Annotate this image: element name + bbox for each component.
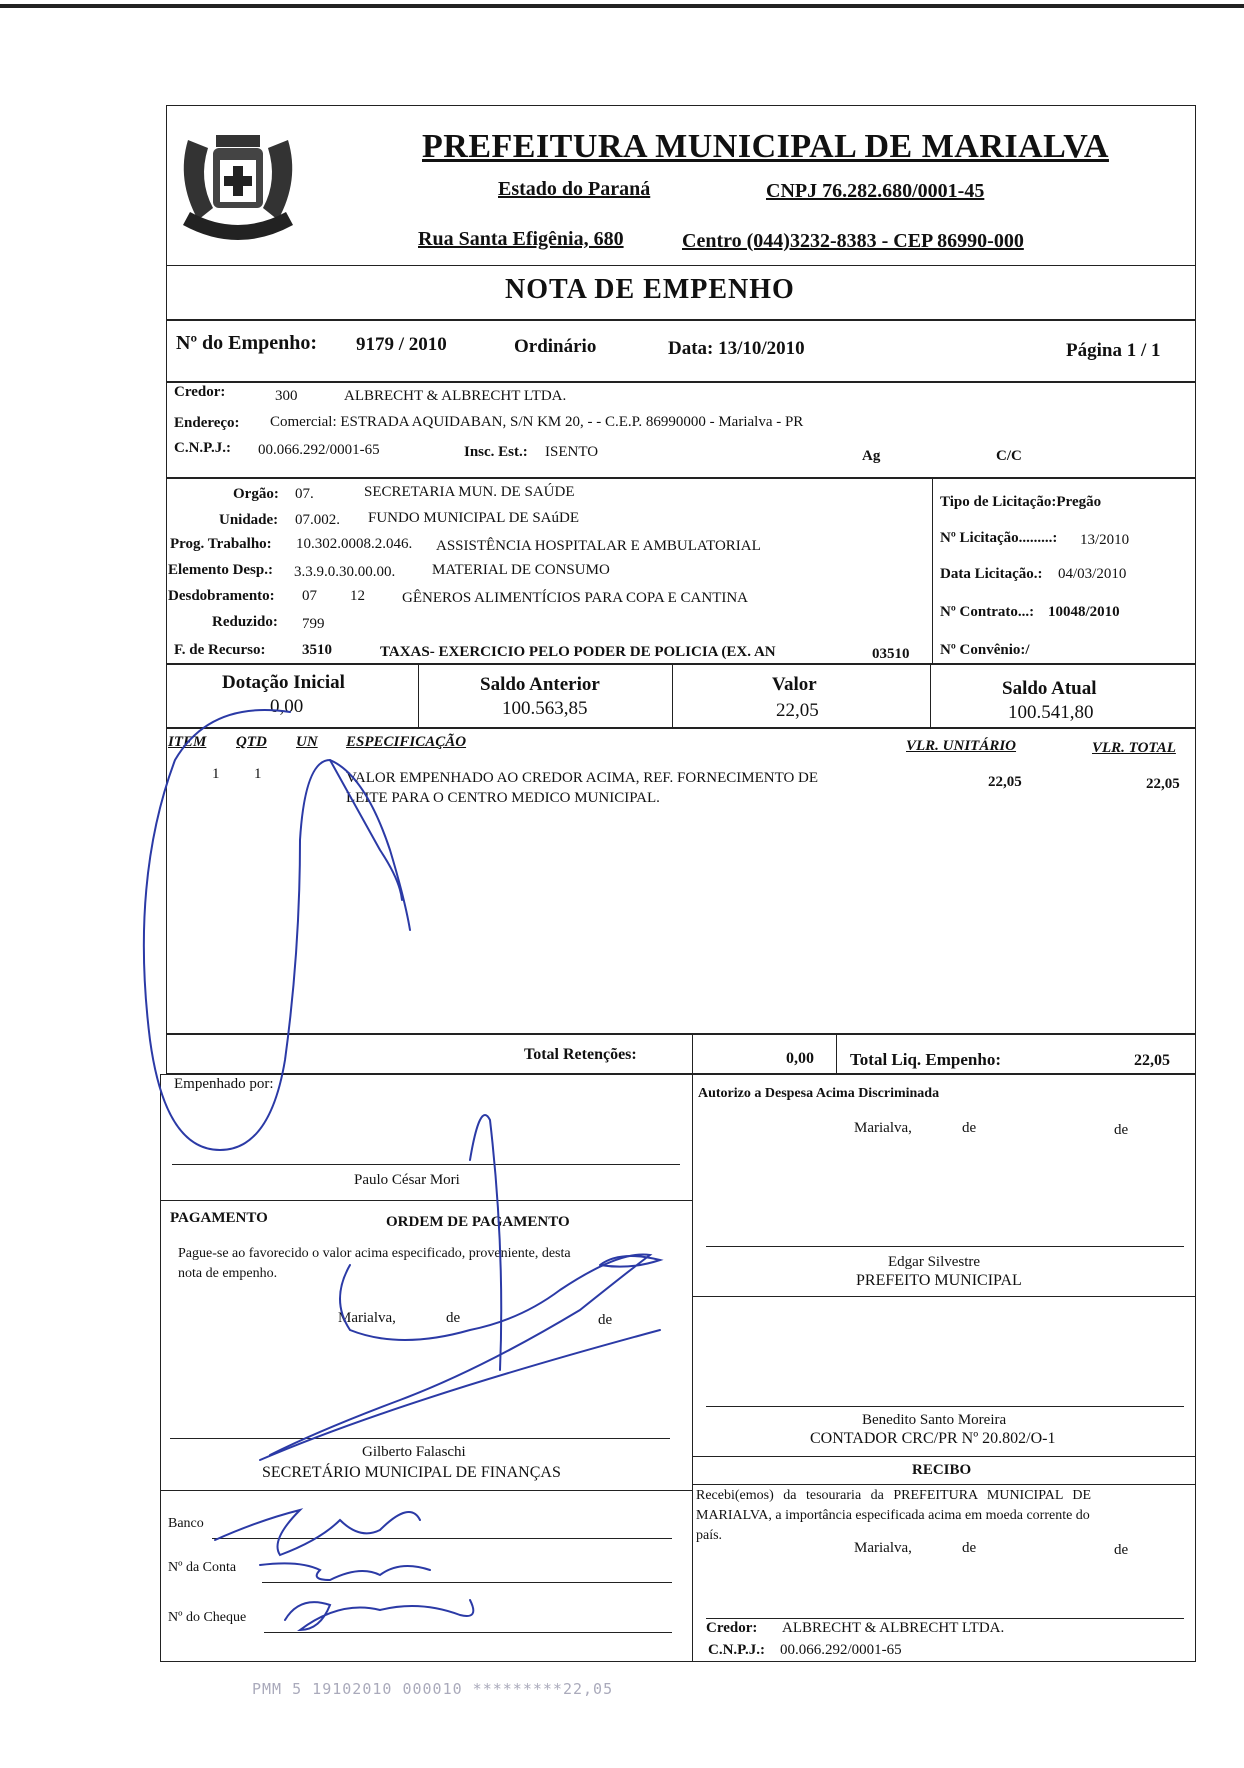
elemento-label: Elemento Desp.: <box>168 562 273 578</box>
contador-title: CONTADOR CRC/PR Nº 20.802/O-1 <box>810 1430 1056 1447</box>
lower-box <box>160 1074 1196 1662</box>
prefeito-sign-line <box>706 1246 1184 1247</box>
prefeitura-title: PREFEITURA MUNICIPAL DE MARIALVA <box>422 128 1109 165</box>
banco-line <box>212 1538 672 1539</box>
totals-div-1 <box>692 1034 693 1074</box>
contrato-value: 10048/2010 <box>1048 604 1120 620</box>
contador-name: Benedito Santo Moreira <box>862 1412 1007 1428</box>
col-un-header: UN <box>296 734 318 750</box>
desdobramento-code-1: 07 <box>302 588 317 604</box>
col-vt-header: VLR. TOTAL <box>1092 740 1176 756</box>
banco-divider <box>160 1490 692 1491</box>
recibo-divider <box>692 1484 1196 1485</box>
header-divider <box>166 265 1196 266</box>
bank-stamp: PMM 5 19102010 000010 *********22,05 <box>252 1680 614 1698</box>
recibo-credor-name: ALBRECHT & ALBRECHT LTDA. <box>782 1620 1005 1636</box>
autorizo-de-1: de <box>962 1120 977 1136</box>
credor-code: 300 <box>275 388 298 404</box>
licitacao-data-label: Data Licitação.: <box>940 566 1043 582</box>
orgao-value: SECRETARIA MUN. DE SAÚDE <box>364 484 575 500</box>
item-row-desc-1: VALOR EMPENHADO AO CREDOR ACIMA, REF. FORNECIMENTO DE <box>346 770 819 786</box>
col-vu-header: VLR. UNITÁRIO <box>906 738 1017 754</box>
autorizo-place: Marialva, <box>854 1120 912 1136</box>
recurso-value: TAXAS- EXERCICIO PELO PODER DE POLICIA (EX. AN <box>380 644 776 660</box>
contrato-label: Nº Contrato...: <box>940 604 1035 620</box>
valor-label: Valor <box>772 674 817 695</box>
recibo-text-1: Recebi(emos) da tesouraria da PREFEITURA MUNICIPAL DE <box>696 1488 1092 1503</box>
total-retencoes-label: Total Retenções: <box>524 1046 637 1063</box>
orgao-label: Orgão: <box>233 486 279 502</box>
address-label-2: Centro (044)3232-8383 - CEP 86990-000 <box>682 230 1024 252</box>
totals-box <box>166 1034 1196 1074</box>
reduzido-label: Reduzido: <box>212 614 278 630</box>
autorizo-de-2: de <box>1114 1122 1129 1138</box>
totals-div-2 <box>836 1034 837 1074</box>
secretario-name: Gilberto Falaschi <box>362 1444 466 1460</box>
credor-label: Credor: <box>174 384 226 400</box>
elemento-value: MATERIAL DE CONSUMO <box>432 562 610 578</box>
item-row-vt: 22,05 <box>1146 776 1180 792</box>
licitacao-tipo: Tipo de Licitação:Pregão <box>940 494 1102 510</box>
address-label: Rua Santa Efigênia, 680 <box>418 228 624 250</box>
convenio-label: Nº Convênio:/ <box>940 642 1030 658</box>
prog-code: 10.302.0008.2.046. <box>296 536 413 552</box>
empenhado-name: Paulo César Mori <box>354 1172 460 1188</box>
empenho-num: 9179 / 2010 <box>356 334 447 355</box>
total-liquido-label: Total Liq. Empenho: <box>850 1050 1001 1069</box>
licitacao-num-label: Nº Licitação.........: <box>940 530 1058 546</box>
pagamento-divider <box>160 1200 692 1201</box>
cc-label: C/C <box>996 448 1022 464</box>
total-retencoes-value: 0,00 <box>786 1050 814 1067</box>
desdobramento-label: Desdobramento: <box>168 588 275 604</box>
top-rule <box>0 4 1244 8</box>
prefeito-name: Edgar Silvestre <box>888 1254 981 1270</box>
ordem-de-2: de <box>598 1312 613 1328</box>
cheque-line <box>264 1632 672 1633</box>
page-number: Página 1 / 1 <box>1066 340 1161 361</box>
prefeito-divider <box>692 1296 1196 1297</box>
pague-text-1: Pague-se ao favorecido o valor acima especificado, proveniente, desta <box>178 1246 571 1261</box>
recibo-de-2: de <box>1114 1542 1129 1558</box>
item-row-item: 1 <box>212 766 220 782</box>
secretario-sign-line <box>170 1438 670 1439</box>
saldos-div-2 <box>672 664 673 728</box>
cheque-label: Nº do Cheque <box>168 1610 247 1625</box>
reduzido-value: 799 <box>302 616 325 632</box>
coat-of-arms-logo <box>168 120 308 260</box>
recibo-sign-line <box>706 1618 1184 1619</box>
unidade-code: 07.002. <box>295 512 340 528</box>
saldo-anterior-value: 100.563,85 <box>502 698 588 719</box>
credor-cnpj: 00.066.292/0001-65 <box>258 442 380 458</box>
empenho-num-label: Nº do Empenho: <box>176 332 318 354</box>
empenho-type: Ordinário <box>514 336 597 357</box>
recibo-top-line <box>692 1456 1196 1457</box>
col-item-header: ITEM <box>168 734 207 750</box>
conta-label: Nº da Conta <box>168 1560 237 1575</box>
empenho-date: Data: 13/10/2010 <box>668 338 805 359</box>
credor-cnpj-label: C.N.P.J.: <box>174 440 231 456</box>
cnpj-label: CNPJ 76.282.680/0001-45 <box>766 180 985 202</box>
licitacao-num: 13/2010 <box>1080 532 1130 548</box>
endereco-label: Endereço: <box>174 415 240 431</box>
insc-value: ISENTO <box>545 444 599 460</box>
col-esp-header: ESPECIFICAÇÃO <box>346 734 467 750</box>
recibo-cnpj: 00.066.292/0001-65 <box>780 1642 902 1658</box>
recibo-label: RECIBO <box>912 1462 972 1478</box>
recibo-text-3: país. <box>696 1528 723 1543</box>
lower-divider <box>692 1074 693 1662</box>
recurso-label: F. de Recurso: <box>174 642 266 658</box>
recibo-credor-label: Credor: <box>706 1620 758 1636</box>
dotacao-inicial-label: Dotação Inicial <box>222 672 345 693</box>
recurso-code: 3510 <box>302 642 332 658</box>
elemento-code: 3.3.9.0.30.00.00. <box>294 564 396 580</box>
ag-label: Ag <box>862 448 881 464</box>
ordem-place: Marialva, <box>338 1310 396 1326</box>
unidade-label: Unidade: <box>219 512 279 528</box>
prog-value: ASSISTÊNCIA HOSPITALAR E AMBULATORIAL <box>436 538 761 554</box>
empenhado-sign-line <box>172 1164 680 1165</box>
saldos-div-1 <box>418 664 419 728</box>
orgao-code: 07. <box>295 486 314 502</box>
endereco-value: Comercial: ESTRADA AQUIDABAN, S/N KM 20, - - C.E.P. 86990000 - Marialva - PR <box>270 414 804 430</box>
pagamento-label: PAGAMENTO <box>170 1210 268 1226</box>
empenhado-label: Empenhado por: <box>174 1076 274 1092</box>
item-row-vu: 22,05 <box>988 774 1022 790</box>
prog-label: Prog. Trabalho: <box>170 536 272 552</box>
dotacao-inicial-value: 0,00 <box>270 696 304 717</box>
insc-label: Insc. Est.: <box>464 444 528 460</box>
recibo-cnpj-label: C.N.P.J.: <box>708 1642 765 1658</box>
total-liquido-value: 22,05 <box>1134 1052 1170 1069</box>
banco-label: Banco <box>168 1516 204 1531</box>
conta-line <box>262 1582 672 1583</box>
unidade-value: FUNDO MUNICIPAL DE SAúDE <box>368 510 579 526</box>
ordem-de-1: de <box>446 1310 461 1326</box>
recibo-text-2: MARIALVA, a importância especificada acima em moeda corrente do <box>696 1508 1090 1523</box>
saldo-atual-label: Saldo Atual <box>1002 678 1097 699</box>
doc-title: NOTA DE EMPENHO <box>505 274 795 305</box>
prefeito-title: PREFEITO MUNICIPAL <box>856 1272 1022 1289</box>
desdobramento-value: GÊNEROS ALIMENTÍCIOS PARA COPA E CANTINA <box>402 590 749 606</box>
recibo-de-1: de <box>962 1540 977 1556</box>
desdobramento-code-2: 12 <box>350 588 365 604</box>
col-qtd-header: QTD <box>236 734 267 750</box>
pague-text-2: nota de empenho. <box>178 1266 278 1281</box>
item-row-qtd: 1 <box>254 766 262 782</box>
saldo-atual-value: 100.541,80 <box>1008 702 1094 723</box>
autorizo-label: Autorizo a Despesa Acima Discriminada <box>698 1086 940 1101</box>
credor-name: ALBRECHT & ALBRECHT LTDA. <box>344 388 567 404</box>
saldos-div-3 <box>930 664 931 728</box>
recurso-code-2: 03510 <box>872 646 910 662</box>
secretario-title: SECRETÁRIO MUNICIPAL DE FINANÇAS <box>262 1464 561 1481</box>
licitacao-divider <box>932 478 933 664</box>
item-row-desc-2: LEITE PARA O CENTRO MEDICO MUNICIPAL. <box>346 790 660 806</box>
valor-value: 22,05 <box>776 700 819 721</box>
ordem-pagamento-label: ORDEM DE PAGAMENTO <box>386 1214 570 1230</box>
saldo-anterior-label: Saldo Anterior <box>480 674 600 695</box>
contador-sign-line <box>706 1406 1184 1407</box>
licitacao-data: 04/03/2010 <box>1058 566 1127 582</box>
recibo-place: Marialva, <box>854 1540 912 1556</box>
state-label: Estado do Paraná <box>498 178 651 200</box>
